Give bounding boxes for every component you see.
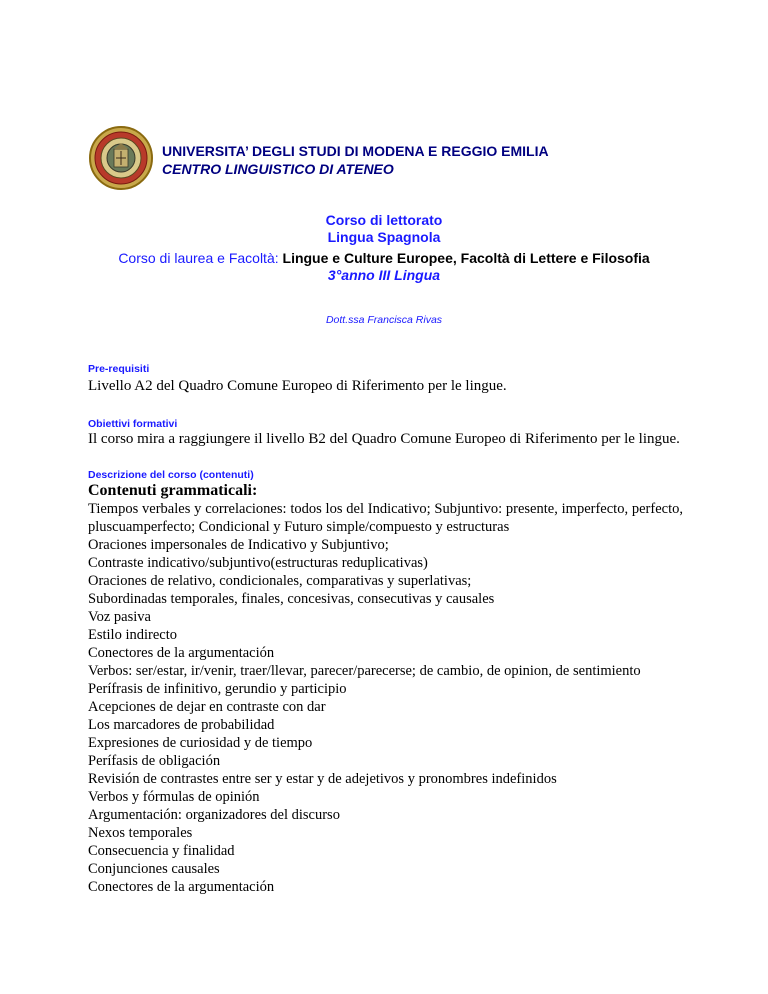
- list-item: Perífrasis de infinitivo, gerundio y participio: [88, 681, 347, 697]
- list-item: Conectores de la argumentación: [88, 879, 275, 895]
- faculty-label: Corso di laurea e Facoltà:: [118, 250, 279, 266]
- list-item: Oraciones impersonales de Indicativo y Subjuntivo;: [88, 537, 389, 553]
- list-item: Conjunciones causales: [88, 861, 220, 877]
- list-item: Voz pasiva: [88, 609, 151, 625]
- course-title-line2: Lingua Spagnola: [327, 229, 441, 245]
- list-item: Argumentación: organizadores del discurso: [88, 807, 340, 823]
- list-item: Consecuencia y finalidad: [88, 843, 235, 859]
- university-seal-icon: [88, 125, 154, 191]
- obiettivi-label: Obiettivi formativi: [88, 418, 178, 430]
- list-item: Verbos y fórmulas de opinión: [88, 789, 260, 805]
- descrizione-label: Descrizione del corso (contenuti): [88, 469, 254, 481]
- list-item: Conectores de la argumentación: [88, 645, 275, 661]
- faculty-value: Lingue e Culture Europee, Facoltà di Lettere e Filosofia: [282, 250, 650, 266]
- content-list: [88, 500, 683, 896]
- letterhead: [88, 125, 688, 185]
- university-name: UNIVERSITA’ DEGLI STUDI DI MODENA E REGGIO EMILIA: [162, 143, 549, 159]
- list-item: Tiempos verbales y correlaciones: todos los del Indicativo; Subjuntivo: presente, imperfecto, perfecto, pluscuamperfecto; Condicional y Futuro simple/compuesto y estructuras: [88, 501, 683, 535]
- list-item: Perífasis de obligación: [88, 753, 221, 769]
- list-item: Subordinadas temporales, finales, concesivas, consecutivas y causales: [88, 591, 495, 607]
- prerequisiti-text: Livello A2 del Quadro Comune Europeo di Riferimento per le lingue.: [88, 378, 507, 394]
- course-title-line1: Corso di lettorato: [325, 212, 443, 228]
- contenuti-subheading: Contenuti grammaticali:: [88, 482, 258, 499]
- list-item: Expresiones de curiosidad y de tiempo: [88, 735, 313, 751]
- list-item: Verbos: ser/estar, ir/venir, traer/llevar, parecer/parecerse; de cambio, de opinion, de sentimiento: [88, 663, 641, 679]
- list-item: Estilo indirecto: [88, 627, 177, 643]
- centro-linguistico: CENTRO LINGUISTICO DI ATENEO: [162, 161, 394, 177]
- obiettivi-text: Il corso mira a raggiungere il livello B2 del Quadro Comune Europeo di Riferimento per le lingue.: [88, 431, 680, 447]
- prerequisiti-label: Pre-requisiti: [88, 363, 150, 375]
- list-item: Oraciones de relativo, condicionales, comparativas y superlativas;: [88, 573, 472, 589]
- list-item: Nexos temporales: [88, 825, 193, 841]
- teacher-name: Dott.ssa Francisca Rivas: [325, 314, 443, 326]
- faculty-block: [0, 250, 768, 284]
- list-item: Contraste indicativo/subjuntivo(estructuras reduplicativas): [88, 555, 428, 571]
- list-item: Revisión de contrastes entre ser y estar y de adejetivos y pronombres indefinidos: [88, 771, 557, 787]
- list-item: Los marcadores de probabilidad: [88, 717, 275, 733]
- course-year: 3°anno III Lingua: [327, 267, 441, 283]
- course-title: [0, 212, 768, 246]
- list-item: Acepciones de dejar en contraste con dar: [88, 699, 326, 715]
